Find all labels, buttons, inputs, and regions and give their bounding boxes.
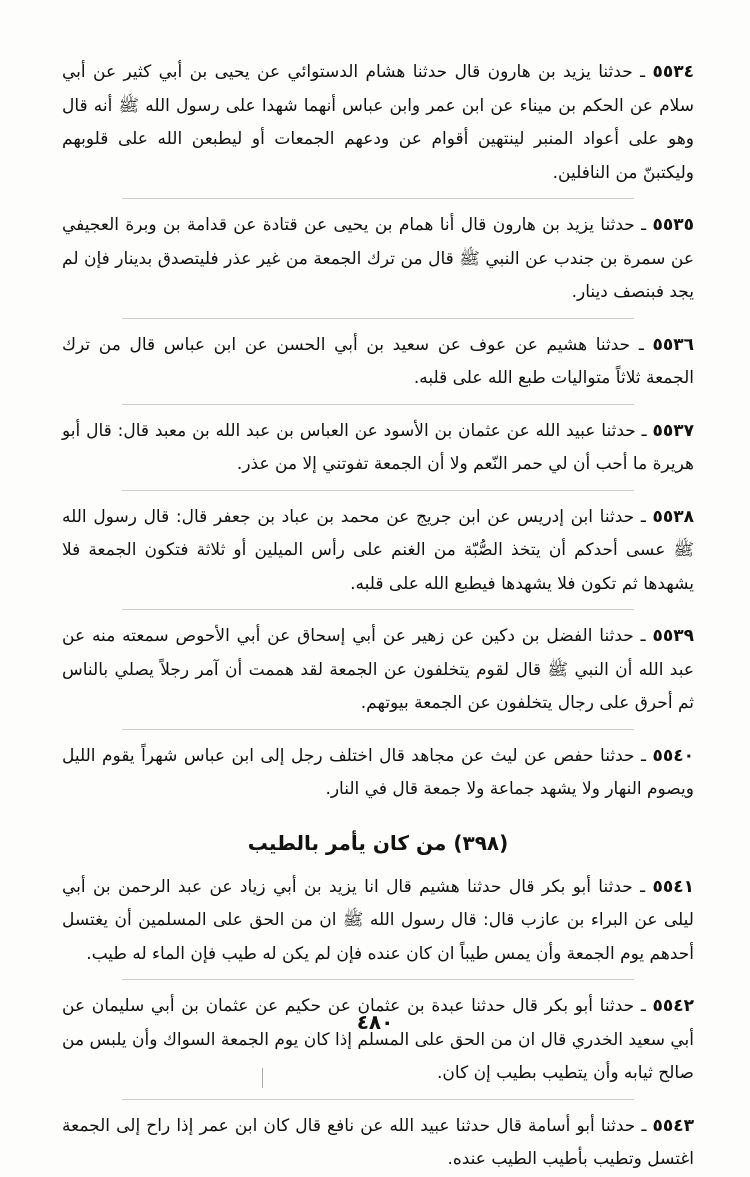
hadith-number: ٥٥٣٦ — [652, 334, 694, 355]
divider — [122, 979, 634, 980]
hadith-text: ـ حدثنا ابن إدريس عن ابن جريج عن محمد بن عباد بن جعفر قال: قال رسول الله ﷺ عسى أحدكم أن يتخذ الصُّبّة من الغنم على رأس الميلين أو ثلاثة فتكون الجمعة فلا يشهدها ثم تكون فلا يشهدها فيطبع الله على قلبه. — [62, 506, 694, 594]
hadith-5535 — [62, 209, 694, 310]
hadith-text: ـ حدثنا حفص عن ليث عن مجاهد قال اختلف رجل إلى ابن عباس شهراً يقوم الليل ويصوم النهار ولا يشهد جماعة ولا جمعة قال في النار. — [62, 745, 694, 799]
divider — [122, 729, 634, 730]
hadith-text: ـ حدثنا يزيد بن هارون قال أنا همام بن يحيى عن قتادة عن قدامة بن وبرة العجيفي عن سمرة بن جندب عن النبي ﷺ قال من ترك الجمعة من غير عذر فليتصدق بدينار فإن لم يجد فبنصف دينار. — [62, 215, 694, 302]
chapter-heading: (٣٩٨) من كان يأمر بالطيب — [247, 830, 509, 855]
hadith-5534 — [62, 56, 694, 190]
hadith-text: ـ حدثنا عبيد الله عن عثمان بن الأسود عن العباس بن عبد الله بن معبد قال: قال أبو هريرة ما أحب أن لي حمر النّعم ولا أن الجمعة تفوتني إلا من عذر. — [62, 420, 694, 474]
hadith-5538 — [62, 501, 694, 602]
page-content — [62, 56, 694, 1177]
hadith-number: ٥٥٣٧ — [652, 420, 694, 441]
hadith-text: ـ حدثنا أبو بكر قال حدثنا هشيم قال انا يزيد بن أبي زياد عن عبد الرحمن بن أبي ليلى عن البراء بن عازب قال: قال رسول الله ﷺ ان من الحق على المسلمين أن يغتسل أحدهم يوم الجمعة وأن يمس طيباً ان كان عنده فإن لم يكن له طيب فإن الماء له طيب. — [62, 876, 694, 964]
hadith-5543 — [62, 1110, 694, 1177]
divider — [122, 1099, 634, 1100]
hadith-5540 — [62, 740, 694, 807]
hadith-text: ـ حدثنا يزيد بن هارون قال حدثنا هشام الدستوائي عن يحيى بن أبي كثير عن أبي سلام عن الحكم بن ميناء عن ابن عمر وابن عباس أنهما شهدا على رسول الله ﷺ أنه قال وهو على أعواد المنبر لينتهين أقوام عن ودعهم الجمعات أو ليطبعن الله على قلوبهم وليكتبنّ من النافلين. — [62, 62, 694, 183]
hadith-5541 — [62, 871, 694, 972]
divider — [122, 490, 634, 491]
scan-mark — [262, 1068, 263, 1088]
hadith-number: ٥٥٣٨ — [652, 506, 694, 527]
hadith-text: ـ حدثنا أبو أسامة قال حدثنا عبيد الله عن نافع قال كان ابن عمر إذا راح إلى الجمعة اغتسل وتطيب بأطيب الطيب عنده. — [62, 1115, 694, 1169]
divider — [122, 198, 634, 199]
hadith-number: ٥٥٣٥ — [652, 215, 695, 235]
page-number: ٤٨٠ — [356, 1010, 394, 1034]
hadith-text: ـ حدثنا الفضل بن دكين عن زهير عن أبي إسحاق عن أبي الأحوص سمعته منه عن عبد الله أن النبي ﷺ قال لقوم يتخلفون عن الجمعة لقد هممت أن آمر رجلاً يصلي بالناس ثم أحرق على رجال يتخلفون عن الجمعة بيوتهم. — [62, 626, 694, 713]
hadith-number: ٥٥٤٢ — [652, 996, 695, 1016]
hadith-5539 — [62, 620, 694, 721]
hadith-number: ٥٥٣٩ — [652, 626, 695, 646]
divider — [122, 318, 634, 319]
hadith-number: ٥٥٤١ — [652, 876, 694, 897]
hadith-text: ـ حدثنا هشيم عن عوف عن سعيد بن أبي الحسن عن ابن عباس قال من ترك الجمعة ثلاثاً متواليات طبع الله على قلبه. — [62, 334, 694, 388]
hadith-number: ٥٥٣٤ — [652, 62, 694, 82]
hadith-text: ـ حدثنا أبو بكر قال حدثنا عبدة بن عثمان عن حكيم عن عثمان بن أبي سليمان عن أبي سعيد الخدري قال ان من الحق على المسلم إذا كان يوم الجمعة السواك وأن يلبس من صالح ثيابه وأن يتطيب بطيب إن كان. — [62, 996, 694, 1083]
hadith-5536 — [62, 329, 694, 396]
divider — [122, 609, 634, 610]
hadith-number: ٥٥٤٠ — [652, 745, 694, 766]
hadith-5537 — [62, 415, 694, 482]
hadith-number: ٥٥٤٣ — [652, 1115, 695, 1136]
divider — [122, 404, 634, 405]
hadith-5542 — [62, 990, 694, 1091]
